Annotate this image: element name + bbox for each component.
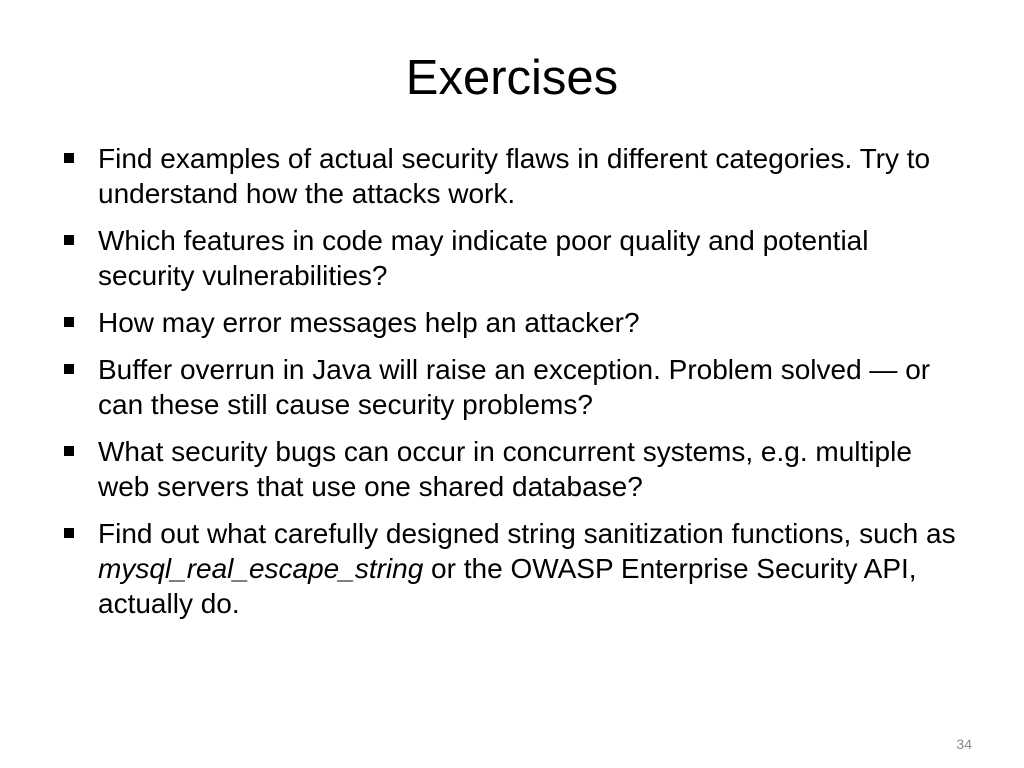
bullet-text: Buffer overrun in Java will raise an exception. Problem solved — or can these still cause security problems? [98,354,931,420]
square-bullet-icon [64,446,74,456]
square-bullet-icon [64,528,74,538]
bullet-text: Which features in code may indicate poor quality and potential security vulnerabilities? [98,225,869,291]
bullet-text: How may error messages help an attacker? [98,307,640,338]
bullet-text-after: or the OWASP Enterprise Security API, actually do. [98,553,917,619]
bullet-text [98,518,956,619]
square-bullet-icon [64,235,74,245]
bullet-item [60,352,960,422]
bullet-text-before: Find out what carefully designed string sanitization functions, such as [98,518,956,549]
function-name: mysql_real_escape_string [98,553,424,584]
square-bullet-icon [64,364,74,374]
bullet-list [60,141,960,633]
bullet-item [60,434,960,504]
bullet-text: What security bugs can occur in concurrent systems, e.g. multiple web servers that use one shared database? [98,436,912,502]
bullet-item [60,141,960,211]
square-bullet-icon [64,317,74,327]
bullet-item [60,516,960,621]
bullet-item [60,305,960,340]
slide-title: Exercises [405,51,619,105]
page-number: 34 [956,736,972,752]
bullet-text: Find examples of actual security flaws in different categories. Try to understand how the attacks work. [98,143,931,209]
square-bullet-icon [64,153,74,163]
bullet-item [60,223,960,293]
